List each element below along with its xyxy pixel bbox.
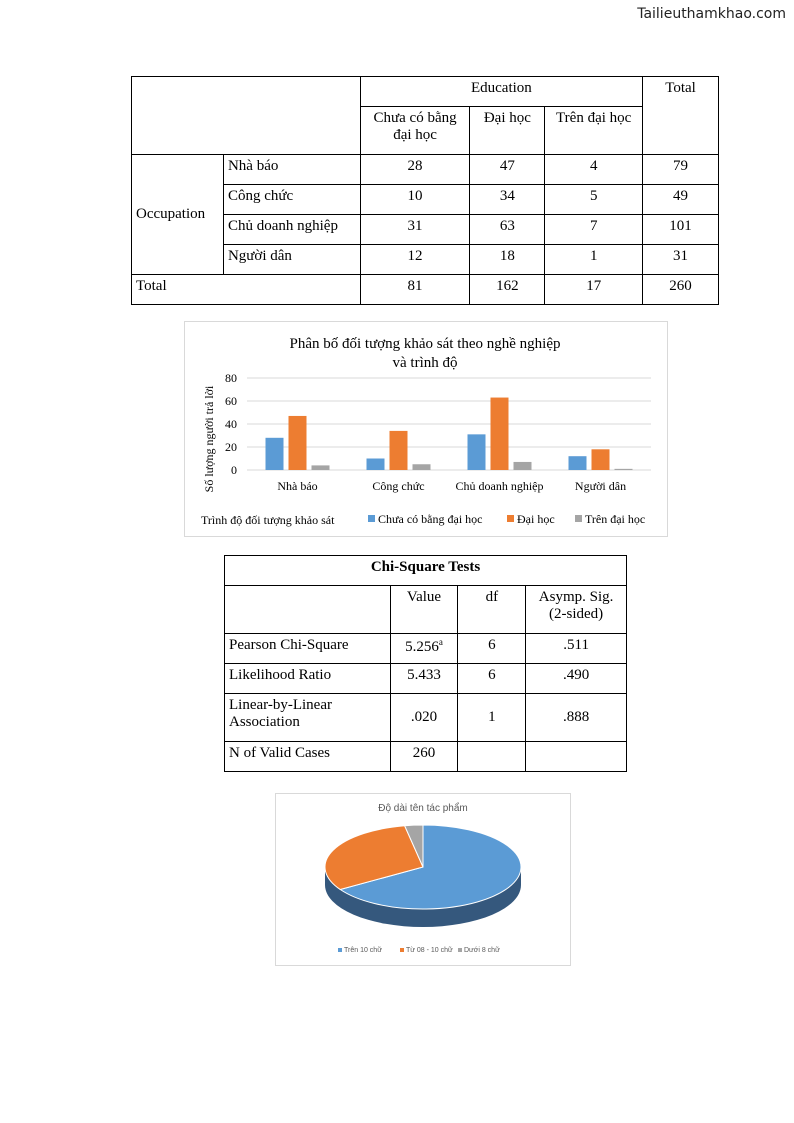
bar (569, 456, 587, 470)
bar (312, 465, 330, 470)
chart-title: Phân bố đối tượng khảo sát theo nghề nghiệp (289, 336, 561, 352)
bar (367, 459, 385, 471)
chi-corner (225, 586, 391, 634)
cell: 260 (390, 742, 458, 772)
row-label: Linear-by-Linear Association (225, 694, 391, 742)
y-tick-label: 0 (231, 463, 237, 477)
bar (468, 434, 486, 470)
cell: 6 (458, 664, 526, 694)
row-label: Likelihood Ratio (225, 664, 391, 694)
cell: 260 (643, 275, 719, 305)
legend-swatch (458, 948, 462, 952)
pie-chart (276, 794, 570, 965)
cell: 79 (643, 155, 719, 185)
watermark: Tailieuthamkhao.com (637, 6, 786, 22)
cell: 5.433 (390, 664, 458, 694)
cell: 1 (458, 694, 526, 742)
cell: 1 (545, 245, 643, 275)
cell: .490 (526, 664, 627, 694)
column-header: df (458, 586, 526, 634)
cell: 101 (643, 215, 719, 245)
cell: 49 (643, 185, 719, 215)
bar (514, 462, 532, 470)
y-axis-label: Số lượng người trả lời (202, 385, 216, 493)
table-row (225, 664, 627, 694)
value: 5.256 (405, 639, 439, 655)
x-tick-label: Chủ doanh nghiệp (455, 479, 544, 493)
cell: 28 (360, 155, 470, 185)
bar (413, 464, 431, 470)
row-label: Nhà báo (223, 155, 360, 185)
bar (615, 469, 633, 470)
crosstab-table (131, 76, 719, 305)
y-tick-label: 40 (225, 417, 237, 431)
legend-swatch (368, 515, 375, 522)
education-header: Education (360, 77, 642, 107)
bar (592, 449, 610, 470)
legend-label: Dưới 8 chữ (464, 947, 500, 954)
legend-label: Trên 10 chữ (344, 947, 382, 954)
pie-chart-frame (275, 793, 571, 966)
cell: 47 (470, 155, 545, 185)
cell: 10 (360, 185, 470, 215)
x-tick-label: Người dân (574, 479, 627, 493)
edu-col-header: Đại học (470, 107, 545, 155)
cell: 31 (360, 215, 470, 245)
cell (458, 742, 526, 772)
y-tick-label: 20 (225, 440, 237, 454)
y-tick-label: 80 (225, 371, 237, 385)
edu-col-header: Chưa có bằng đại học (360, 107, 470, 155)
cell: 31 (643, 245, 719, 275)
y-tick-label: 60 (225, 394, 237, 408)
row-label: Chủ doanh nghiệp (223, 215, 360, 245)
cell: 6 (458, 634, 526, 664)
cell (526, 742, 627, 772)
legend-title: Trình độ đối tượng khảo sát (201, 513, 335, 527)
bar (289, 416, 307, 470)
row-label: Người dân (223, 245, 360, 275)
legend-label: Đại học (517, 512, 555, 526)
cell: 63 (470, 215, 545, 245)
column-header: Value (390, 586, 458, 634)
x-tick-label: Công chức (372, 479, 425, 493)
table-row (225, 634, 627, 664)
bar-chart-frame (184, 321, 668, 537)
table-row (225, 694, 627, 742)
cell: 34 (470, 185, 545, 215)
cell: .888 (526, 694, 627, 742)
x-tick-label: Nhà báo (277, 479, 318, 493)
cell: 7 (545, 215, 643, 245)
table-row (132, 155, 719, 185)
legend-swatch (575, 515, 582, 522)
bar-chart (185, 322, 667, 536)
cell: 5 (545, 185, 643, 215)
legend-label: Trên đại học (585, 512, 646, 526)
legend-label: Chưa có bằng đại học (378, 512, 483, 526)
cell: 81 (360, 275, 470, 305)
bar (266, 438, 284, 470)
edu-col-header: Trên đại học (545, 107, 643, 155)
footnote-marker: a (438, 637, 443, 647)
legend-swatch (400, 948, 404, 952)
bar (491, 398, 509, 470)
legend-swatch (507, 515, 514, 522)
cell: .511 (526, 634, 627, 664)
table-row (225, 742, 627, 772)
cell: 18 (470, 245, 545, 275)
total-label: Total (132, 275, 361, 305)
column-header: Asymp. Sig. (2-sided) (526, 586, 627, 634)
cell: .020 (390, 694, 458, 742)
occupation-label: Occupation (132, 155, 224, 275)
cell: 17 (545, 275, 643, 305)
row-label: N of Valid Cases (225, 742, 391, 772)
chart-title: và trình độ (392, 355, 458, 371)
cell (390, 634, 458, 664)
cell: 162 (470, 275, 545, 305)
cell: 12 (360, 245, 470, 275)
cell: 4 (545, 155, 643, 185)
row-label: Pearson Chi-Square (225, 634, 391, 664)
chi-square-table (224, 555, 627, 772)
crosstab-corner (132, 77, 361, 155)
total-row (132, 275, 719, 305)
total-header: Total (643, 77, 719, 155)
bar (390, 431, 408, 470)
pie-title: Độ dài tên tác phẩm (378, 803, 468, 814)
row-label: Công chức (223, 185, 360, 215)
chi-square-title: Chi-Square Tests (225, 556, 627, 586)
legend-label: Từ 08 - 10 chữ (406, 947, 453, 954)
legend-swatch (338, 948, 342, 952)
